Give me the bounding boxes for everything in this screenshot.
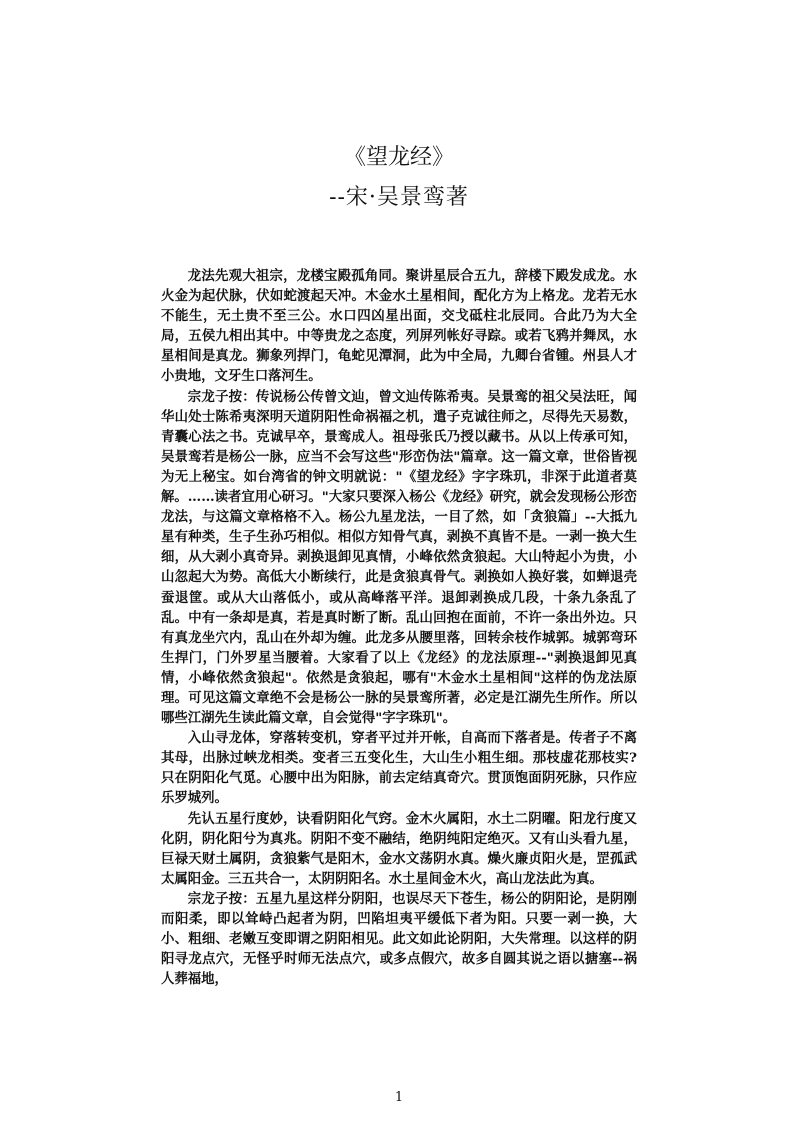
paragraph: 入山寻龙体，穿落转变机，穿者平过并开帐，自高而下落者是。传者子不离其母，出脉过峡龙相类。变者三五变化生，大山生小粗生细。那枝虚花那枝实?只在阴阳化气觅。心腰中出为阳脉，前去定结真奇穴。贯顶饱面阴死脉，只作应乐罗城列。: [161, 730, 637, 807]
page-number: 1: [394, 1090, 404, 1105]
paragraph: 宗龙子按：五星九星这样分阴阳，也误尽天下苍生，杨公的阴阳论，是阴刚而阳柔，即以耸峙凸起者为阴，凹陷坦夷平缓低下者为阳。只要一剥一换，大小、粗细、老嫩互变即谓之阴阳相见。此文如此论阴阳，大失常理。以这样的阴阳寻龙点穴，无怪乎时师无法点穴，或多点假穴，故多自圆其说之语以搪塞--祸人葬福地，: [161, 890, 637, 988]
document-author: --宋·吴景鸾著: [329, 185, 469, 210]
paragraph: 龙法先观大祖宗，龙楼宝殿孤角同。聚讲星辰合五九，辞楼下殿发成龙。水火金为起伏脉，伏如蛇渡起天冲。木金水土星相间，配化方为上格龙。龙若无水不能生，无土贵不至三公。水口四凶星出面，交戈砥柱北辰同。合此乃为大全局，五侯九相出其中。中等贵龙之态度，列屏列帐好寻踪。或若飞鸦并舞凤，水星相间是真龙。狮象列捍门，龟蛇见潭洞，此为中全局，九卿台省锺。州县人才小贵地，文牙生口落河生。: [161, 268, 637, 385]
paragraph: 先认五星行度妙，诀看阴阳化气窍。金木火属阳，水土二阴曜。阳龙行度又化阴，阴化阳兮为真兆。阴阳不变不融结，绝阴纯阳定绝灭。又有山头看九星，巨禄天财土属阴，贪狼紫气是阳木，金水文荡阴水真。燥火廉贞阳火是，罡孤武太属阳金。三五共合一，太阴阴阳名。水土星间金木火，高山龙法此为真。: [161, 810, 637, 887]
document-title: 《望龙经》: [343, 145, 454, 170]
paragraph: 宗龙子按：传说杨公传曾文辿，曾文辿传陈希夷。吴景鸾的祖父吴法旺，闻华山处士陈希夷深明天道阴阳性命祸福之机，遣子克诚往师之，尽得先天易数，青囊心法之书。克诚早卒，景鸾成人。祖母张氏乃授以藏书。从以上传承可知，吴景鸾若是杨公一脉，应当不会写这些"形峦伪法"篇章。这一篇文章，世俗皆视为无上秘宝。如台湾省的钟文明就说："《望龙经》字字珠玑，非深于此道者莫解。……读者宜用心研习。"大家只要深入杨公《龙经》研究，就会发现杨公形峦龙法，与这篇文章格格不入。杨公九星龙法，一目了然，如「贪狼篇」--大抵九星有种类，生子生孙巧相似。相似方知骨气真，剥换不真皆不是。一剥一换大生细，从大剥小真奇异。剥换退卸见真情，小峰依然贪狼起。大山特起小为贵，小山忽起大为势。高低大小断续行，此是贪狼真骨气。剥换如人换好裳，如蝉退壳蚕退筐。或从大山落低小，或从高峰落平洋。退卸剥换成几段，十条九条乱了乱。中有一条却是真，若是真时断了断。乱山回抱在面前，不许一条出外边。只有真龙坐穴内，乱山在外却为缠。此龙多从腰里落，回转余枝作城郭。城郭弯环生捍门，门外罗星当腰着。大家看了以上《龙经》的龙法原理--"剥换退卸见真情，小峰依然贪狼起"。依然是贪狼起，哪有"木金水土星相间"这样的伪龙法原理。可见这篇文章绝不会是杨公一脉的吴景鸾所著，必定是江湖先生所作。所以哪些江湖先生读此篇文章，自会觉得"字字珠玑"。: [161, 388, 637, 727]
document-body: [161, 266, 637, 989]
